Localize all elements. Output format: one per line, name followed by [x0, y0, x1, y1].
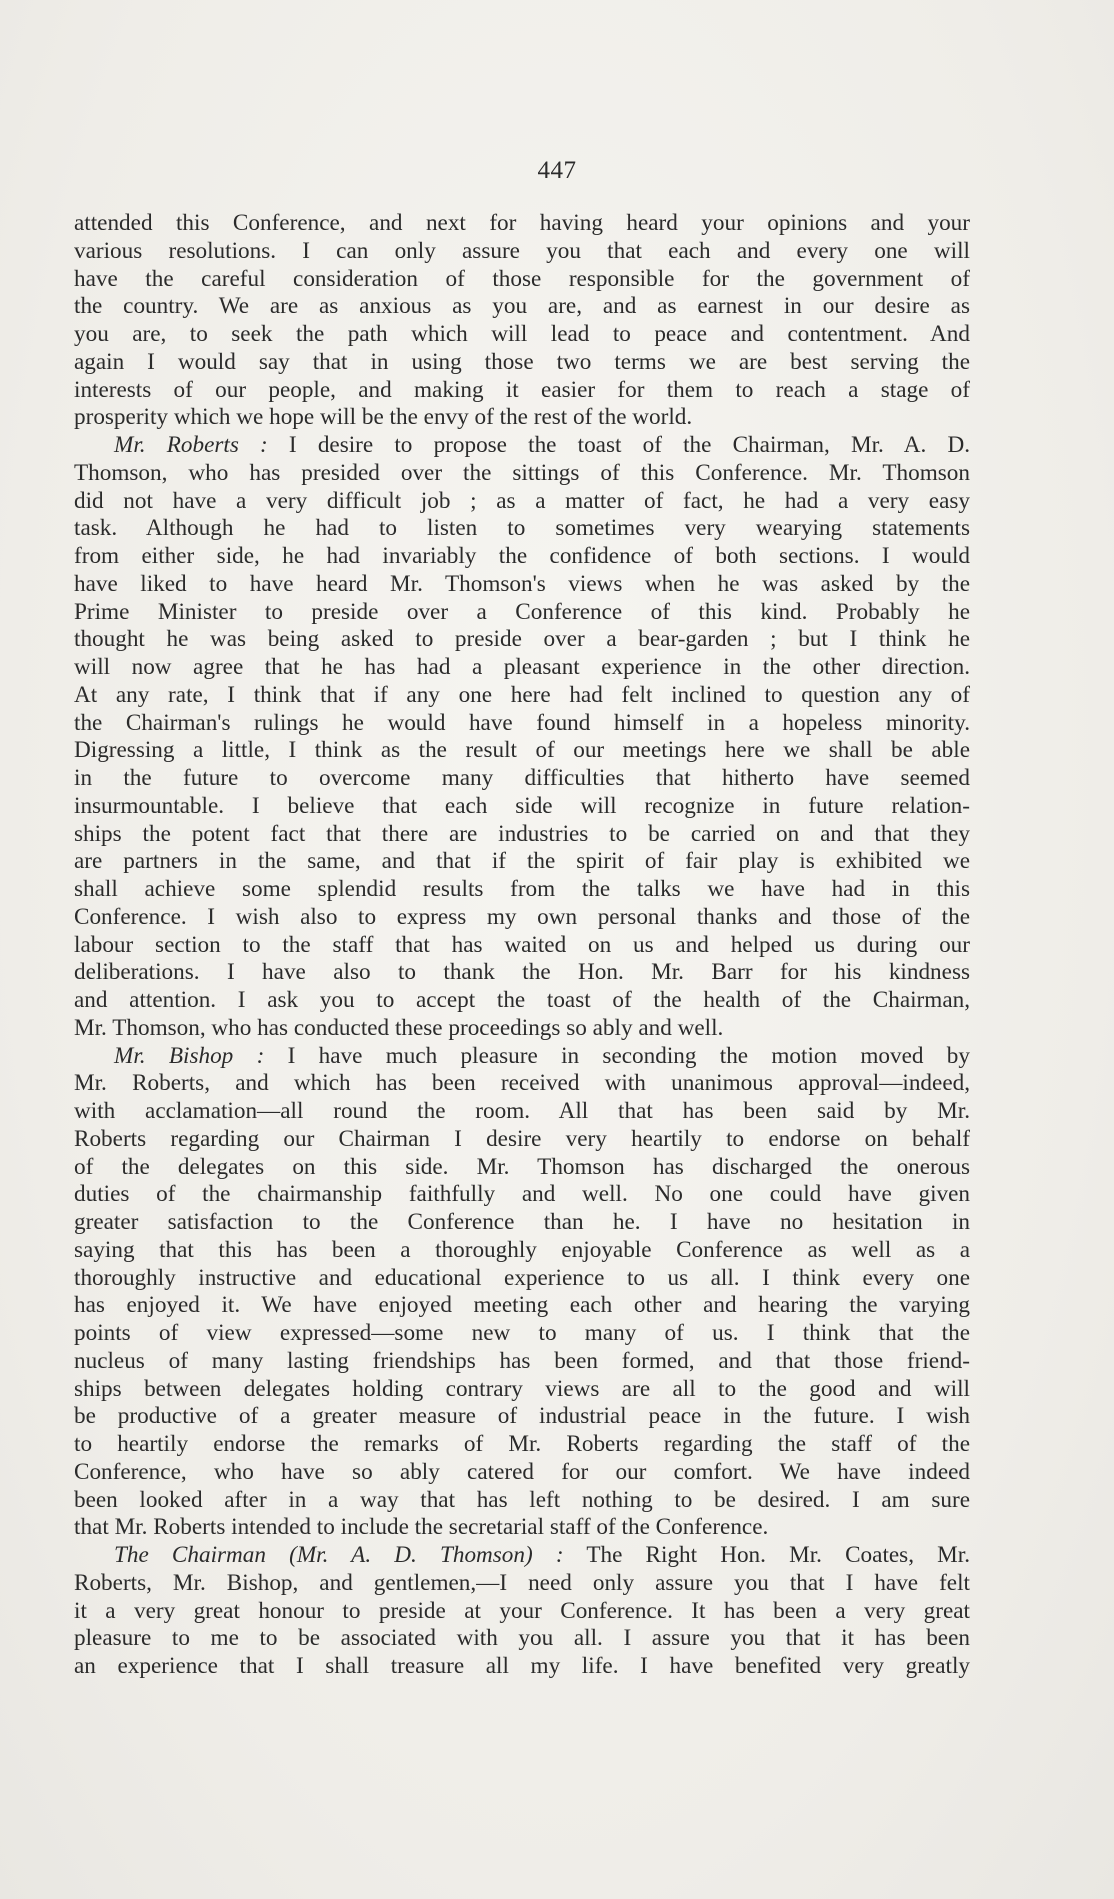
speaker-name: Mr. Roberts :	[114, 432, 268, 458]
line-text: I have much pleasure in seconding the motion moved by	[264, 1042, 970, 1069]
line-text: an experience that I shall treasure all my life. I have benefited very greatly	[74, 1653, 970, 1679]
line-text: been looked after in a way that has left nothing to be desired. I am sure	[74, 1486, 970, 1513]
text-line	[74, 1653, 970, 1681]
line-text: prosperity which we hope will be the envy of the rest of the world.	[74, 404, 693, 431]
line-text: Mr. Roberts, and which has been received with unanimous approval—indeed,	[74, 1070, 970, 1097]
line-text: the Chairman's rulings he would have found himself in a hopeless minority.	[74, 709, 970, 736]
text-line	[74, 626, 970, 654]
text-line	[74, 293, 970, 321]
text-line	[74, 1459, 970, 1487]
text-line	[74, 460, 970, 488]
text-line	[74, 432, 970, 460]
text-line	[74, 932, 970, 960]
line-text: Conference, who have so ably catered for our comfort. We have indeed	[74, 1458, 970, 1485]
page-number: 447	[537, 157, 577, 184]
text-line	[74, 1376, 970, 1404]
text-line	[74, 1514, 970, 1542]
body-text	[74, 210, 970, 1681]
line-text: nucleus of many lasting friendships has been formed, and that those friend-	[74, 1347, 970, 1374]
line-text: deliberations. I have also to thank the Hon. Mr. Barr for his kindness	[74, 959, 970, 986]
line-text: duties of the chairmanship faithfully and well. No one could have given	[74, 1181, 970, 1208]
text-line	[74, 349, 970, 377]
line-text: interests of our people, and making it easier for them to reach a stage of	[74, 376, 970, 403]
line-text: Prime Minister to preside over a Conference of this kind. Probably he	[74, 598, 970, 625]
text-line	[74, 1181, 970, 1209]
text-line	[74, 1348, 970, 1376]
line-text: that Mr. Roberts intended to include the secretarial staff of the Conference.	[74, 1514, 769, 1541]
text-line	[74, 737, 970, 765]
line-text: are partners in the same, and that if the spirit of fair play is exhibited we	[74, 848, 970, 875]
line-text: The Right Hon. Mr. Coates, Mr.	[563, 1542, 971, 1568]
line-text: and attention. I ask you to accept the toast of the health of the Chairman,	[74, 987, 970, 1013]
line-text: At any rate, I think that if any one here had felt inclined to question any of	[74, 681, 970, 708]
text-line	[74, 1542, 970, 1570]
line-text: be productive of a greater measure of industrial peace in the future. I wish	[74, 1403, 970, 1430]
text-line	[74, 321, 970, 349]
line-text: labour section to the staff that has waited on us and helped us during our	[74, 931, 970, 958]
line-text: task. Although he had to listen to sometimes very wearying statements	[74, 515, 970, 542]
text-line	[74, 1098, 970, 1126]
text-line	[74, 682, 970, 710]
text-line	[74, 654, 970, 682]
text-line	[74, 1625, 970, 1653]
line-text: with acclamation—all round the room. All that has been said by Mr.	[74, 1098, 970, 1124]
line-text: insurmountable. I believe that each side will recognize in future relation-	[74, 792, 970, 819]
text-line	[74, 488, 970, 516]
line-text: ships between delegates holding contrary views are all to the good and will	[74, 1375, 970, 1402]
line-text: greater satisfaction to the Conference than he. I have no hesitation in	[74, 1209, 970, 1235]
text-line	[74, 1126, 970, 1154]
line-text: from either side, he had invariably the confidence of both sections. I would	[74, 543, 970, 569]
text-line	[74, 599, 970, 627]
speaker-name: Mr. Bishop :	[114, 1042, 265, 1069]
line-text: Mr. Thomson, who has conducted these proceedings so ably and well.	[74, 1014, 724, 1041]
line-text: saying that this has been a thoroughly enjoyable Conference as well as a	[74, 1236, 970, 1263]
text-line	[74, 1070, 970, 1098]
line-text: Digressing a little, I think as the result of our meetings here we shall be able	[74, 737, 970, 764]
line-text: points of view expressed—some new to many of us. I think that the	[74, 1320, 970, 1346]
text-line	[74, 1265, 970, 1293]
text-line	[74, 876, 970, 904]
line-text: Thomson, who has presided over the sittings of this Conference. Mr. Thomson	[74, 459, 970, 486]
text-line	[74, 1320, 970, 1348]
line-text: Roberts, Mr. Bishop, and gentlemen,—I need only assure you that I have felt	[74, 1569, 970, 1596]
text-line	[74, 377, 970, 405]
line-text: did not have a very difficult job ; as a matter of fact, he had a very easy	[74, 487, 970, 514]
text-line	[74, 959, 970, 987]
line-text: the country. We are as anxious as you are, and as earnest in our desire as	[74, 293, 970, 320]
text-line	[74, 1015, 970, 1043]
text-line	[74, 1154, 970, 1182]
line-text: thought he was being asked to preside over a bear-garden ; but I think he	[74, 626, 970, 653]
line-text: Roberts regarding our Chairman I desire very heartily to endorse on behalf	[74, 1125, 970, 1152]
speaker-name: The Chairman (Mr. A. D. Thomson) :	[114, 1542, 564, 1568]
text-line	[74, 904, 970, 932]
line-text: various resolutions. I can only assure you that each and every one will	[74, 237, 970, 264]
text-line	[74, 543, 970, 571]
text-line	[74, 710, 970, 738]
line-text: thoroughly instructive and educational experience to us all. I think every one	[74, 1264, 970, 1291]
text-line	[74, 210, 970, 238]
line-text: of the delegates on this side. Mr. Thomson has discharged the onerous	[74, 1153, 970, 1180]
text-line	[74, 515, 970, 543]
text-line	[74, 404, 970, 432]
text-line	[74, 1403, 970, 1431]
line-text: will now agree that he has had a pleasant experience in the other direction.	[74, 654, 970, 680]
line-text: shall achieve some splendid results from the talks we have had in this	[74, 876, 970, 902]
text-line	[74, 765, 970, 793]
text-line	[74, 821, 970, 849]
text-line	[74, 848, 970, 876]
line-text: in the future to overcome many difficulties that hitherto have seemed	[74, 765, 970, 791]
line-text: have liked to have heard Mr. Thomson's views when he was asked by the	[74, 570, 970, 597]
line-text: you are, to seek the path which will lead to peace and contentment. And	[74, 321, 970, 347]
text-line	[74, 238, 970, 266]
text-line	[74, 1431, 970, 1459]
text-line	[74, 1237, 970, 1265]
text-line	[74, 1043, 970, 1071]
text-line	[74, 571, 970, 599]
line-text: has enjoyed it. We have enjoyed meeting each other and hearing the varying	[74, 1292, 970, 1319]
line-text: pleasure to me to be associated with you all. I assure you that it has been	[74, 1625, 970, 1652]
text-line	[74, 793, 970, 821]
line-text: ships the potent fact that there are industries to be carried on and that they	[74, 820, 970, 847]
text-line	[74, 987, 970, 1015]
line-text: to heartily endorse the remarks of Mr. Roberts regarding the staff of the	[74, 1431, 970, 1457]
line-text: it a very great honour to preside at your Conference. It has been a very great	[74, 1597, 970, 1624]
line-text: I desire to propose the toast of the Chairman, Mr. A. D.	[267, 432, 970, 458]
text-line	[74, 1209, 970, 1237]
text-line	[74, 1292, 970, 1320]
line-text: Conference. I wish also to express my own personal thanks and those of the	[74, 903, 970, 930]
text-line	[74, 266, 970, 294]
text-line	[74, 1598, 970, 1626]
text-line	[74, 1487, 970, 1515]
line-text: attended this Conference, and next for having heard your opinions and your	[74, 210, 970, 236]
line-text: have the careful consideration of those responsible for the government of	[74, 265, 970, 292]
line-text: again I would say that in using those two terms we are best serving the	[74, 348, 970, 375]
text-line	[74, 1570, 970, 1598]
